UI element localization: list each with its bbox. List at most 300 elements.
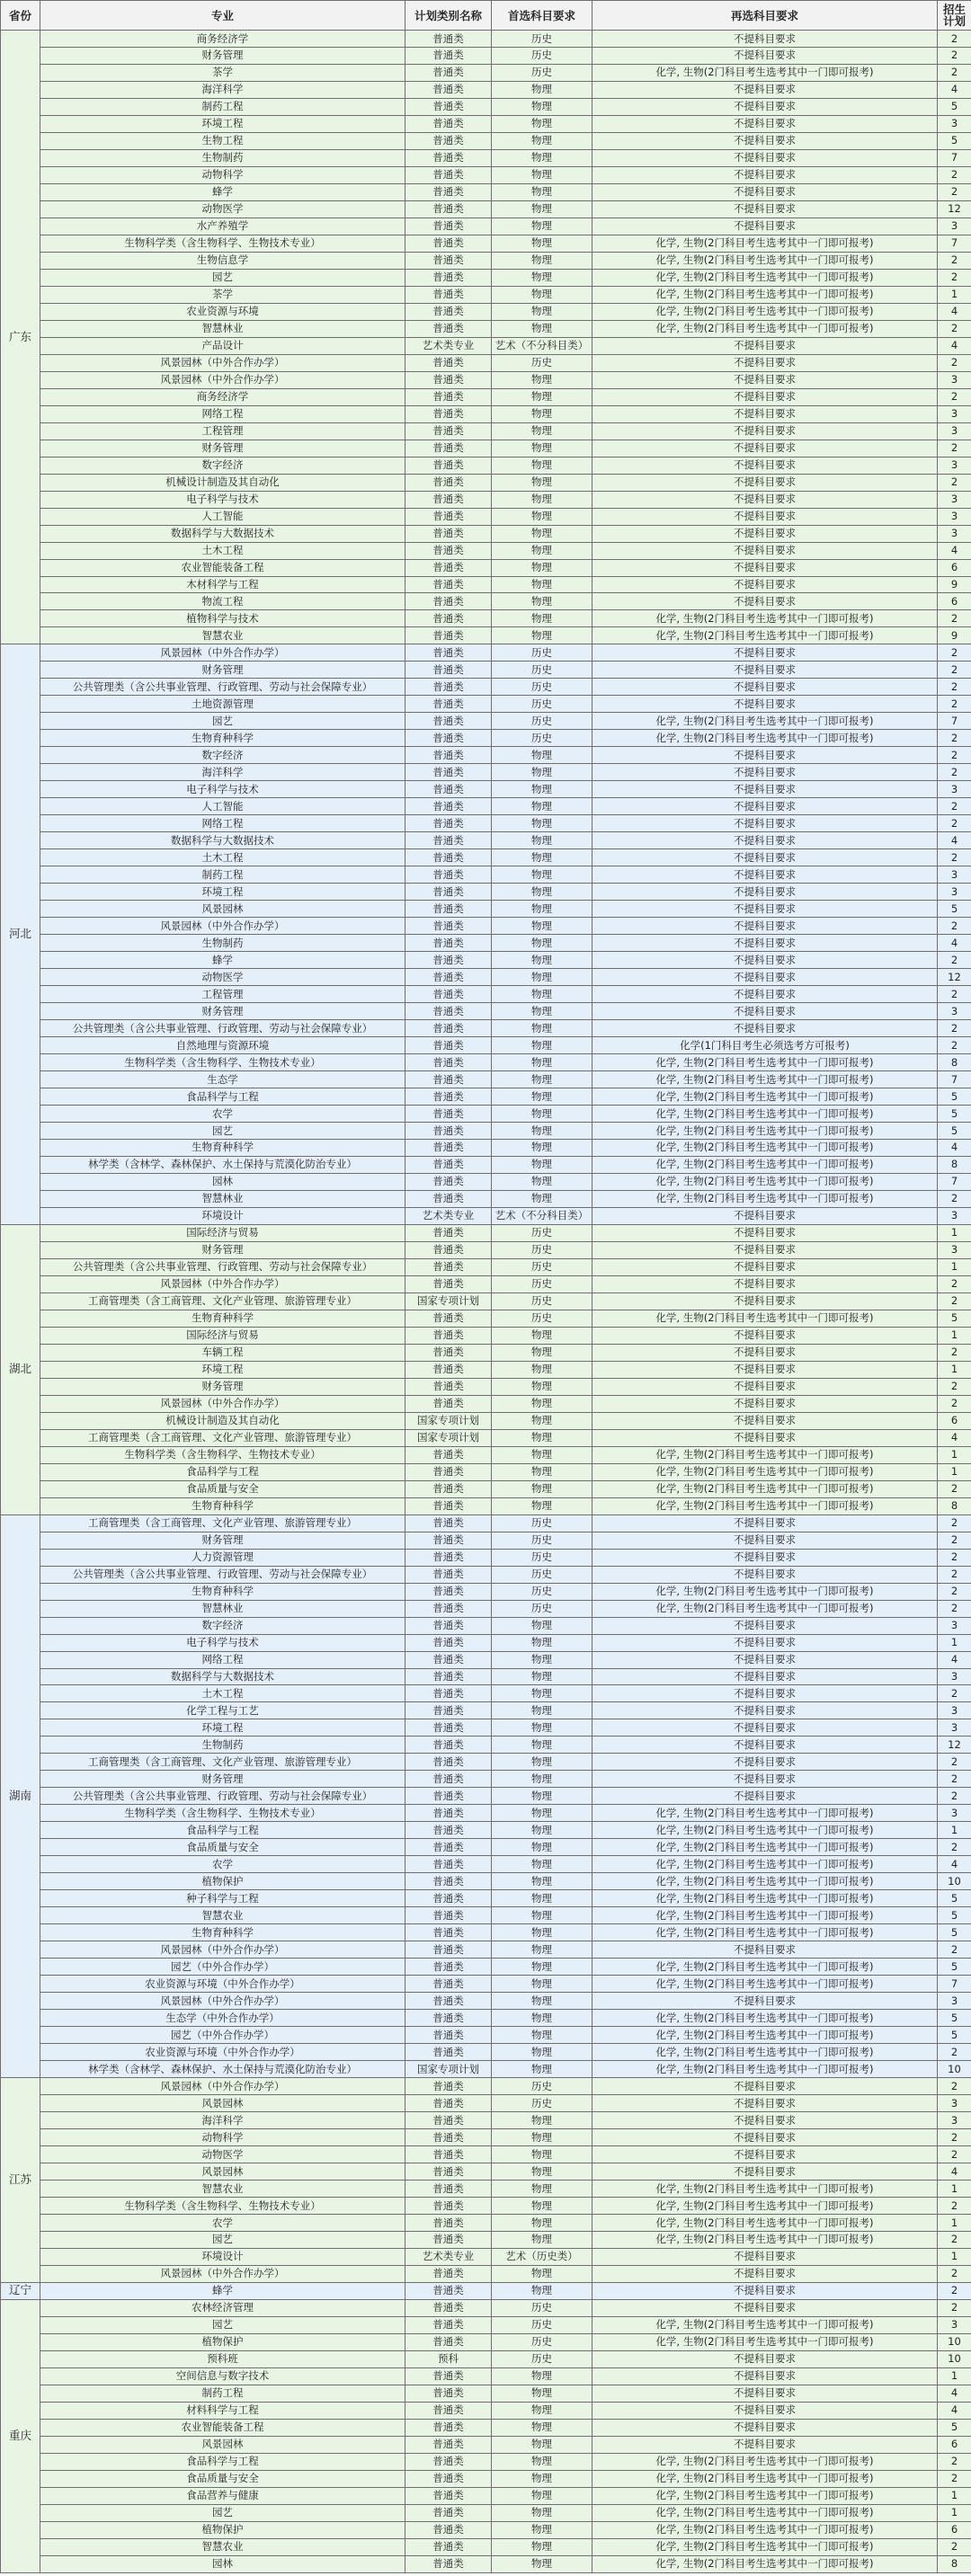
plan-type-cell: 艺术类专业 <box>405 337 492 354</box>
plan-count-cell: 2 <box>938 918 971 935</box>
table-row <box>1 1959 971 1976</box>
table-row <box>1 2453 971 2470</box>
second-subject-cell: 不提科目要求 <box>592 98 938 115</box>
first-subject-cell: 历史 <box>492 644 592 662</box>
plan-count-cell: 6 <box>938 2436 971 2453</box>
major-cell: 风景园林（中外合作办学） <box>40 644 405 662</box>
major-cell: 食品质量与安全 <box>40 1839 405 1856</box>
table-row <box>1 422 971 440</box>
major-cell: 数字经济 <box>40 457 405 474</box>
second-subject-cell: 不提科目要求 <box>592 2129 938 2146</box>
plan-type-cell: 普通类 <box>405 1719 492 1737</box>
table-body <box>1 31 971 2573</box>
table-row <box>1 798 971 815</box>
plan-count-cell: 2 <box>938 1378 971 1395</box>
major-cell: 风景园林（中外合作办学） <box>40 1993 405 2010</box>
table-row <box>1 2367 971 2385</box>
first-subject-cell: 物理 <box>492 832 592 849</box>
major-cell: 生物育种科学 <box>40 1583 405 1600</box>
table-row <box>1 149 971 166</box>
plan-count-cell: 2 <box>938 798 971 815</box>
table-row <box>1 1446 971 1463</box>
major-cell: 茶学 <box>40 64 405 81</box>
major-cell: 机械设计制造及其自动化 <box>40 1412 405 1429</box>
major-cell: 农学 <box>40 1106 405 1123</box>
plan-count-cell: 3 <box>938 422 971 440</box>
first-subject-cell: 物理 <box>492 918 592 935</box>
second-subject-cell: 不提科目要求 <box>592 764 938 781</box>
plan-type-cell: 艺术类专业 <box>405 1207 492 1224</box>
second-subject-cell: 化学, 生物(2门科目考生选考其中一门即可报考) <box>592 1310 938 1327</box>
table-row <box>1 1463 971 1480</box>
second-subject-cell: 不提科目要求 <box>592 1224 938 1241</box>
major-cell: 制药工程 <box>40 866 405 884</box>
major-cell: 人工智能 <box>40 798 405 815</box>
first-subject-cell: 历史 <box>492 1583 592 1600</box>
major-cell: 农业资源与环境（中外合作办学） <box>40 2044 405 2061</box>
plan-count-cell: 3 <box>938 1668 971 1685</box>
second-subject-cell: 不提科目要求 <box>592 2282 938 2299</box>
header-plan-count: 招生计划 <box>938 1 971 31</box>
table-row <box>1 1361 971 1378</box>
second-subject-cell: 化学, 生物(2门科目考生选考其中一门即可报考) <box>592 2198 938 2215</box>
major-cell: 园艺 <box>40 2231 405 2248</box>
plan-count-cell: 1 <box>938 2181 971 2198</box>
second-subject-cell: 不提科目要求 <box>592 815 938 832</box>
plan-type-cell: 普通类 <box>405 815 492 832</box>
plan-count-cell: 1 <box>938 286 971 303</box>
first-subject-cell: 物理 <box>492 798 592 815</box>
plan-type-cell: 普通类 <box>405 286 492 303</box>
plan-type-cell: 普通类 <box>405 679 492 696</box>
second-subject-cell: 化学, 生物(2门科目考生选考其中一门即可报考) <box>592 1106 938 1123</box>
second-subject-cell: 不提科目要求 <box>592 1275 938 1292</box>
plan-type-cell: 普通类 <box>405 644 492 662</box>
plan-count-cell: 2 <box>938 679 971 696</box>
plan-count-cell: 8 <box>938 1156 971 1173</box>
plan-type-cell: 普通类 <box>405 303 492 320</box>
plan-type-cell: 普通类 <box>405 2146 492 2163</box>
first-subject-cell: 物理 <box>492 1190 592 1207</box>
second-subject-cell: 化学, 生物(2门科目考生选考其中一门即可报考) <box>592 2316 938 2333</box>
major-cell: 风景园林 <box>40 901 405 918</box>
second-subject-cell: 化学, 生物(2门科目考生选考其中一门即可报考) <box>592 627 938 644</box>
major-cell: 土木工程 <box>40 849 405 866</box>
table-row <box>1 1258 971 1275</box>
first-subject-cell: 历史 <box>492 1258 592 1275</box>
second-subject-cell: 化学, 生物(2门科目考生选考其中一门即可报考) <box>592 2470 938 2487</box>
plan-count-cell: 2 <box>938 1788 971 1805</box>
plan-type-cell: 普通类 <box>405 405 492 422</box>
plan-type-cell: 普通类 <box>405 1634 492 1651</box>
plan-count-cell: 10 <box>938 1873 971 1890</box>
plan-count-cell: 12 <box>938 969 971 986</box>
major-cell: 生物制药 <box>40 149 405 166</box>
plan-type-cell: 普通类 <box>405 2419 492 2436</box>
major-cell: 风景园林（中外合作办学） <box>40 2078 405 2095</box>
plan-type-cell: 普通类 <box>405 1106 492 1123</box>
plan-type-cell: 普通类 <box>405 1361 492 1378</box>
plan-type-cell: 普通类 <box>405 1771 492 1788</box>
second-subject-cell: 化学, 生物(2门科目考生选考其中一门即可报考) <box>592 252 938 269</box>
major-cell: 风景园林（中外合作办学） <box>40 371 405 388</box>
first-subject-cell: 物理 <box>492 2010 592 2027</box>
table-row <box>1 2248 971 2265</box>
second-subject-cell: 不提科目要求 <box>592 2146 938 2163</box>
first-subject-cell: 物理 <box>492 1907 592 1924</box>
second-subject-cell: 不提科目要求 <box>592 1634 938 1651</box>
plan-type-cell: 国家专项计划 <box>405 2061 492 2078</box>
second-subject-cell: 化学, 生物(2门科目考生选考其中一门即可报考) <box>592 1924 938 1941</box>
table-row <box>1 559 971 576</box>
first-subject-cell: 物理 <box>492 81 592 98</box>
first-subject-cell: 物理 <box>492 1344 592 1361</box>
plan-count-cell: 3 <box>938 371 971 388</box>
plan-type-cell: 普通类 <box>405 1873 492 1890</box>
plan-type-cell: 普通类 <box>405 354 492 371</box>
first-subject-cell: 物理 <box>492 149 592 166</box>
plan-type-cell: 普通类 <box>405 1344 492 1361</box>
first-subject-cell: 物理 <box>492 2555 592 2572</box>
plan-type-cell: 普通类 <box>405 1071 492 1088</box>
plan-count-cell: 1 <box>938 1258 971 1275</box>
table-row <box>1 303 971 320</box>
plan-type-cell: 普通类 <box>405 1668 492 1685</box>
second-subject-cell: 不提科目要求 <box>592 918 938 935</box>
table-row <box>1 1190 971 1207</box>
major-cell: 风景园林（中外合作办学） <box>40 918 405 935</box>
first-subject-cell: 历史 <box>492 1292 592 1310</box>
plan-count-cell: 2 <box>938 849 971 866</box>
table-row <box>1 2181 971 2198</box>
second-subject-cell: 不提科目要求 <box>592 388 938 405</box>
table-row <box>1 98 971 115</box>
plan-type-cell: 普通类 <box>405 1139 492 1156</box>
plan-type-cell: 普通类 <box>405 235 492 252</box>
plan-type-cell: 普通类 <box>405 1976 492 1993</box>
first-subject-cell: 物理 <box>492 422 592 440</box>
major-cell: 物流工程 <box>40 593 405 610</box>
major-cell: 数据科学与大数据技术 <box>40 1668 405 1685</box>
plan-count-cell: 3 <box>938 405 971 422</box>
first-subject-cell: 物理 <box>492 491 592 508</box>
major-cell: 环境工程 <box>40 115 405 132</box>
major-cell: 生物科学类（含生物科学、生物技术专业） <box>40 1446 405 1463</box>
second-subject-cell: 化学, 生物(2门科目考生选考其中一门即可报考) <box>592 2044 938 2061</box>
plan-count-cell: 5 <box>938 1924 971 1941</box>
second-subject-cell: 不提科目要求 <box>592 2299 938 2316</box>
plan-count-cell: 2 <box>938 986 971 1003</box>
major-cell: 财务管理 <box>40 440 405 457</box>
table-row <box>1 1412 971 1429</box>
first-subject-cell: 物理 <box>492 2231 592 2248</box>
first-subject-cell: 物理 <box>492 1361 592 1378</box>
table-row <box>1 935 971 952</box>
plan-count-cell: 1 <box>938 2367 971 2385</box>
major-cell: 食品科学与工程 <box>40 1463 405 1480</box>
table-row <box>1 1907 971 1924</box>
province-cell: 湖北 <box>1 1224 40 1515</box>
major-cell: 电子科学与技术 <box>40 491 405 508</box>
plan-type-cell: 普通类 <box>405 1156 492 1173</box>
second-subject-cell: 不提科目要求 <box>592 781 938 798</box>
plan-type-cell: 普通类 <box>405 1088 492 1106</box>
table-row <box>1 235 971 252</box>
major-cell: 工商管理类（含工商管理、文化产业管理、旅游管理专业） <box>40 1429 405 1446</box>
first-subject-cell: 物理 <box>492 440 592 457</box>
first-subject-cell: 物理 <box>492 1634 592 1651</box>
first-subject-cell: 物理 <box>492 1941 592 1959</box>
plan-type-cell: 普通类 <box>405 2316 492 2333</box>
plan-count-cell: 3 <box>938 1719 971 1737</box>
plan-count-cell: 2 <box>938 2453 971 2470</box>
plan-count-cell: 8 <box>938 1497 971 1515</box>
second-subject-cell: 不提科目要求 <box>592 2419 938 2436</box>
first-subject-cell: 物理 <box>492 627 592 644</box>
plan-count-cell: 5 <box>938 1123 971 1140</box>
plan-type-cell: 普通类 <box>405 2402 492 2419</box>
first-subject-cell: 物理 <box>492 1668 592 1685</box>
table-row <box>1 286 971 303</box>
second-subject-cell: 不提科目要求 <box>592 2385 938 2402</box>
table-row <box>1 884 971 901</box>
major-cell: 林学类（含林学、森林保护、水土保持与荒漠化防治专业） <box>40 2061 405 2078</box>
first-subject-cell: 历史 <box>492 1566 592 1583</box>
table-row <box>1 679 971 696</box>
first-subject-cell: 物理 <box>492 1378 592 1395</box>
first-subject-cell: 物理 <box>492 1976 592 1993</box>
first-subject-cell: 物理 <box>492 2146 592 2163</box>
table-row <box>1 1976 971 1993</box>
plan-type-cell: 普通类 <box>405 252 492 269</box>
second-subject-cell: 不提科目要求 <box>592 1651 938 1668</box>
first-subject-cell: 历史 <box>492 2316 592 2333</box>
plan-count-cell: 2 <box>938 815 971 832</box>
plan-type-cell: 普通类 <box>405 2470 492 2487</box>
plan-type-cell: 普通类 <box>405 2282 492 2299</box>
plan-type-cell: 普通类 <box>405 269 492 286</box>
second-subject-cell: 化学, 生物(2门科目考生选考其中一门即可报考) <box>592 1822 938 1839</box>
second-subject-cell: 不提科目要求 <box>592 2248 938 2265</box>
plan-type-cell: 普通类 <box>405 388 492 405</box>
plan-type-cell: 普通类 <box>405 2265 492 2282</box>
plan-type-cell: 普通类 <box>405 696 492 713</box>
second-subject-cell: 化学, 生物(2门科目考生选考其中一门即可报考) <box>592 1856 938 1873</box>
plan-count-cell: 3 <box>938 1805 971 1822</box>
plan-count-cell: 7 <box>938 149 971 166</box>
second-subject-cell: 不提科目要求 <box>592 1685 938 1702</box>
table-row <box>1 1156 971 1173</box>
first-subject-cell: 物理 <box>492 2504 592 2521</box>
major-cell: 财务管理 <box>40 1771 405 1788</box>
second-subject-cell: 不提科目要求 <box>592 798 938 815</box>
first-subject-cell: 物理 <box>492 1003 592 1020</box>
plan-type-cell: 普通类 <box>405 508 492 525</box>
plan-type-cell: 普通类 <box>405 218 492 235</box>
table-row <box>1 730 971 747</box>
plan-count-cell: 2 <box>938 31 971 48</box>
major-cell: 材料科学与工程 <box>40 2402 405 2419</box>
major-cell: 工程管理 <box>40 986 405 1003</box>
plan-type-cell: 普通类 <box>405 149 492 166</box>
plan-count-cell: 3 <box>938 218 971 235</box>
plan-type-cell: 普通类 <box>405 2367 492 2385</box>
table-row <box>1 1310 971 1327</box>
plan-count-cell: 1 <box>938 1361 971 1378</box>
plan-type-cell: 普通类 <box>405 98 492 115</box>
first-subject-cell: 物理 <box>492 2265 592 2282</box>
first-subject-cell: 物理 <box>492 235 592 252</box>
plan-count-cell: 3 <box>938 525 971 542</box>
second-subject-cell: 不提科目要求 <box>592 1361 938 1378</box>
second-subject-cell: 不提科目要求 <box>592 1993 938 2010</box>
major-cell: 生物育种科学 <box>40 1924 405 1941</box>
plan-type-cell: 普通类 <box>405 662 492 679</box>
plan-count-cell: 2 <box>938 1020 971 1037</box>
plan-count-cell: 2 <box>938 1395 971 1412</box>
major-cell: 林学类（含林学、森林保护、水土保持与荒漠化防治专业） <box>40 1156 405 1173</box>
table-row <box>1 81 971 98</box>
table-row <box>1 901 971 918</box>
plan-count-cell: 3 <box>938 866 971 884</box>
first-subject-cell: 物理 <box>492 1139 592 1156</box>
table-row <box>1 2044 971 2061</box>
table-row <box>1 2350 971 2367</box>
second-subject-cell: 不提科目要求 <box>592 1532 938 1549</box>
table-row <box>1 440 971 457</box>
table-row <box>1 1634 971 1651</box>
first-subject-cell: 物理 <box>492 1497 592 1515</box>
first-subject-cell: 物理 <box>492 218 592 235</box>
province-cell: 广东 <box>1 31 40 644</box>
second-subject-cell: 不提科目要求 <box>592 1241 938 1258</box>
major-cell: 智慧林业 <box>40 1600 405 1617</box>
plan-type-cell: 普通类 <box>405 47 492 64</box>
first-subject-cell: 物理 <box>492 388 592 405</box>
second-subject-cell: 不提科目要求 <box>592 457 938 474</box>
table-row <box>1 627 971 644</box>
first-subject-cell: 历史 <box>492 1241 592 1258</box>
plan-type-cell: 普通类 <box>405 832 492 849</box>
major-cell: 生态学（中外合作办学） <box>40 2010 405 2027</box>
plan-count-cell: 2 <box>938 1275 971 1292</box>
major-cell: 生物育种科学 <box>40 1310 405 1327</box>
plan-count-cell: 4 <box>938 303 971 320</box>
plan-type-cell: 普通类 <box>405 1839 492 1856</box>
plan-type-cell: 普通类 <box>405 2436 492 2453</box>
plan-count-cell: 5 <box>938 2010 971 2027</box>
plan-count-cell: 2 <box>938 440 971 457</box>
plan-type-cell: 普通类 <box>405 1003 492 1020</box>
first-subject-cell: 艺术（历史类） <box>492 2248 592 2265</box>
province-cell: 湖南 <box>1 1515 40 2077</box>
plan-type-cell: 艺术类专业 <box>405 2248 492 2265</box>
plan-type-cell: 普通类 <box>405 559 492 576</box>
first-subject-cell: 物理 <box>492 508 592 525</box>
second-subject-cell: 不提科目要求 <box>592 47 938 64</box>
first-subject-cell: 物理 <box>492 747 592 764</box>
plan-type-cell: 普通类 <box>405 1617 492 1634</box>
plan-type-cell: 普通类 <box>405 1856 492 1873</box>
plan-type-cell: 普通类 <box>405 764 492 781</box>
header-first-subject: 首选科目要求 <box>492 1 592 31</box>
second-subject-cell: 化学, 生物(2门科目考生选考其中一门即可报考) <box>592 64 938 81</box>
plan-count-cell: 3 <box>938 2316 971 2333</box>
plan-count-cell: 2 <box>938 730 971 747</box>
first-subject-cell: 历史 <box>492 1532 592 1549</box>
plan-type-cell: 普通类 <box>405 2095 492 2112</box>
plan-count-cell: 2 <box>938 2282 971 2299</box>
header-row <box>1 1 971 31</box>
plan-type-cell: 普通类 <box>405 2538 492 2555</box>
plan-type-cell: 普通类 <box>405 64 492 81</box>
second-subject-cell: 不提科目要求 <box>592 81 938 98</box>
table-row <box>1 269 971 286</box>
major-cell: 智慧农业 <box>40 2181 405 2198</box>
first-subject-cell: 物理 <box>492 1822 592 1839</box>
first-subject-cell: 物理 <box>492 2129 592 2146</box>
plan-type-cell: 普通类 <box>405 2198 492 2215</box>
table-row <box>1 1292 971 1310</box>
plan-count-cell: 4 <box>938 1856 971 1873</box>
first-subject-cell: 物理 <box>492 1173 592 1190</box>
plan-type-cell: 普通类 <box>405 2163 492 2181</box>
plan-count-cell: 5 <box>938 2027 971 2044</box>
first-subject-cell: 物理 <box>492 2521 592 2538</box>
major-cell: 工商管理类（含工商管理、文化产业管理、旅游管理专业） <box>40 1292 405 1310</box>
header-second-subject: 再选科目要求 <box>592 1 938 31</box>
plan-type-cell: 普通类 <box>405 1600 492 1617</box>
table-row <box>1 2436 971 2453</box>
first-subject-cell: 物理 <box>492 1480 592 1497</box>
first-subject-cell: 物理 <box>492 1617 592 1634</box>
plan-type-cell: 普通类 <box>405 798 492 815</box>
plan-type-cell: 普通类 <box>405 2010 492 2027</box>
plan-count-cell: 6 <box>938 2521 971 2538</box>
plan-type-cell: 国家专项计划 <box>405 1292 492 1310</box>
major-cell: 预科班 <box>40 2350 405 2367</box>
major-cell: 农业资源与环境（中外合作办学） <box>40 1976 405 1993</box>
first-subject-cell: 物理 <box>492 166 592 183</box>
plan-count-cell: 3 <box>938 457 971 474</box>
first-subject-cell: 艺术（不分科目类） <box>492 1207 592 1224</box>
major-cell: 动物科学 <box>40 2129 405 2146</box>
plan-count-cell: 12 <box>938 1737 971 1754</box>
major-cell: 公共管理类（含公共事业管理、行政管理、劳动与社会保障专业） <box>40 1566 405 1583</box>
major-cell: 空间信息与数字技术 <box>40 2367 405 2385</box>
second-subject-cell: 不提科目要求 <box>592 218 938 235</box>
plan-count-cell: 10 <box>938 2350 971 2367</box>
first-subject-cell: 物理 <box>492 1156 592 1173</box>
plan-count-cell: 2 <box>938 1754 971 1771</box>
plan-type-cell: 普通类 <box>405 1993 492 2010</box>
table-row <box>1 2129 971 2146</box>
header-major: 专业 <box>40 1 405 31</box>
plan-count-cell: 2 <box>938 2146 971 2163</box>
major-cell: 公共管理类（含公共事业管理、行政管理、劳动与社会保障专业） <box>40 1258 405 1275</box>
second-subject-cell: 化学, 生物(2门科目考生选考其中一门即可报考) <box>592 2538 938 2555</box>
first-subject-cell: 物理 <box>492 1771 592 1788</box>
second-subject-cell: 不提科目要求 <box>592 2350 938 2367</box>
major-cell: 财务管理 <box>40 662 405 679</box>
first-subject-cell: 历史 <box>492 64 592 81</box>
plan-type-cell: 普通类 <box>405 884 492 901</box>
first-subject-cell: 历史 <box>492 2078 592 2095</box>
plan-count-cell: 3 <box>938 1241 971 1258</box>
plan-count-cell: 2 <box>938 696 971 713</box>
plan-type-cell: 普通类 <box>405 1754 492 1771</box>
major-cell: 财务管理 <box>40 1378 405 1395</box>
